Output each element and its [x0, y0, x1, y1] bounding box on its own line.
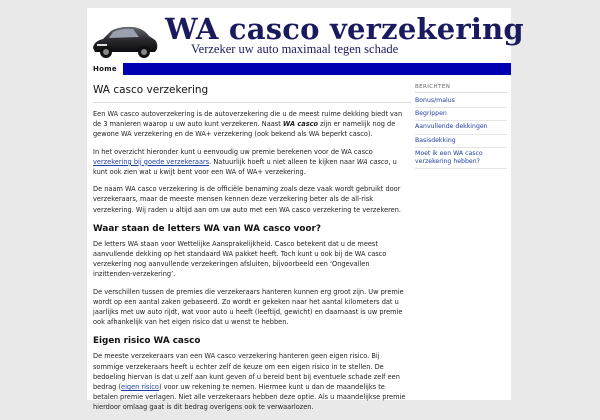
- sidebar-link-bonus-malus[interactable]: Bonus/malus: [415, 97, 455, 104]
- sidebar-item: [415, 109, 507, 121]
- paragraph-name: De naam WA casco verzekering is de officiële benaming zoals deze vaak wordt gebruikt door verzekeraars, maar de meeste mensen kennen deze verzekering beter als de all-risk verzekering. Wij raden u altijd aan om uw auto met een WA casco verzekering te verzekeren.: [93, 185, 401, 214]
- text: ) voor uw rekening te nemen. Hiermee kunt u dan de maandelijks te betalen premie verlagen. Niet alle verzekeraars hebben deze optie. Als u maandelijkse premie hierdoor omlaag gaat is dit bedrag overigens ook te verwaarlozen.: [93, 383, 406, 412]
- text: In het overzicht hieronder kunt u eenvoudig uw premie berekenen voor de WA casco: [93, 147, 373, 156]
- car-logo-icon: [89, 14, 159, 62]
- sidebar-link-basisdekking[interactable]: Basisdekking: [415, 136, 456, 144]
- site-header: [87, 8, 524, 64]
- page: [87, 8, 524, 412]
- section-heading-own-risk: Eigen risico WA casco: [93, 336, 201, 347]
- own-risk-link[interactable]: eigen risico: [121, 383, 159, 392]
- site-tagline: Verzeker uw auto maximaal tegen schade: [191, 42, 399, 56]
- sidebar-link-begrippen[interactable]: Begrippen: [415, 110, 447, 118]
- sidebar-item: [415, 136, 507, 148]
- insurers-link[interactable]: verzekering bij goede verzekeraars: [93, 157, 210, 166]
- paragraph-intro: [93, 109, 411, 140]
- section-heading-letters: Waar staan de letters WA van WA casco voor?: [93, 223, 321, 234]
- sidebar-heading: BERICHTEN: [415, 84, 507, 93]
- paragraph-differences: De verschillen tussen de premies die verzekeraars hanteren kunnen erg groot zijn. Uw premie wordt op een aantal zaken gebaseerd. Zo wordt er gekeken naar het aantal kilometers dat u jaarlijks met uw auto rijdt, wat voor auto u heeft (leeftijd, gewicht) en daarnaast is uw premie ook afhankelijk van het eigen risico dat u wenst te hebben.: [93, 287, 404, 327]
- emphasis: WA casco: [356, 157, 389, 166]
- nav-bar: [87, 63, 511, 75]
- main-content: [93, 84, 411, 420]
- emphasis: WA casco: [282, 120, 319, 129]
- paragraph-premium: [93, 147, 411, 178]
- text: Een WA casco autoverzekering is de autoverzekering die u de meest ruime dekking biedt van de 3 manieren waarop u uw auto kunt verzekeren. Naast: [93, 110, 403, 129]
- sidebar-item: [415, 122, 507, 134]
- text: zijn er namelijk nog de gewone WA verzekering en de WA+ verzekering (ook bekend als WA beperkt casco).: [93, 120, 396, 139]
- sidebar-link-aanvullende-dekkingen[interactable]: Aanvullende dekkingen: [415, 123, 488, 131]
- sidebar-item: [415, 149, 507, 169]
- sidebar-list: [415, 96, 507, 169]
- text: , u kunt ook zien wat u kwijt bent voor een WA of WA+ verzekering.: [93, 157, 397, 177]
- nav-home-link[interactable]: Home: [87, 63, 124, 75]
- text: . Natuurlijk hoeft u niet alleen te kijken naar: [209, 157, 357, 166]
- paragraph-own-risk: [93, 351, 411, 412]
- site-title[interactable]: WA casco verzekering: [165, 12, 524, 46]
- sidebar: [415, 84, 507, 170]
- sidebar-link-moet-ik[interactable]: Moet ik een WA casco verzekering hebben?: [415, 149, 483, 166]
- paragraph-letters: De letters WA staan voor Wettelijke Aansprakelijkheid. Casco betekent dat u de meest aanvullende dekking op het standaard WA pakket heeft. Toch kunt u ook bij de WA casco verzekering nog aanvullende verzekeringen afsluiten, bijvoorbeeld een ‘Ongevallen inzittenden-verzekering’.: [93, 239, 387, 279]
- text: De meeste verzekeraars van een WA casco verzekering hanteren geen eigen risico. Bij sommige verzekeraars heeft u echter zelf de keuze om een eigen risico in te stellen. De bedoeling hiervan is dat u zelf aan kunt geven of u bereid bent bij eventuele schade zelf een bedrag (: [93, 352, 400, 392]
- post-title: WA casco verzekering: [93, 84, 411, 103]
- sidebar-item: [415, 96, 507, 108]
